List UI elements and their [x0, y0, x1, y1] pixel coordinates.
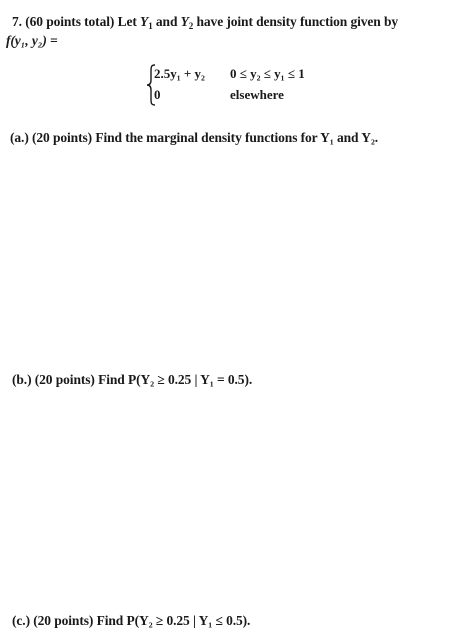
question-intro: Let	[117, 14, 137, 29]
question-conjunction: and	[155, 14, 178, 29]
part-b-text: Find P(Y₂ ≥ 0.25 | Y₁ = 0.5).	[98, 372, 253, 387]
variable-y1: $Y_1$	[140, 14, 153, 31]
variable-y2: $Y_2$	[180, 14, 194, 31]
part-a-points: (20 points)	[32, 130, 93, 145]
part-c-points: (20 points)	[33, 613, 94, 628]
case-2-condition: elsewhere	[230, 87, 284, 102]
density-function-lhs: f(y₁, y₂) =	[6, 33, 58, 48]
question-rest: have joint density function given by	[196, 14, 399, 29]
part-c	[12, 613, 250, 629]
case-2-expression: 0	[154, 87, 161, 102]
part-a	[10, 130, 378, 146]
piecewise-definition	[146, 64, 346, 104]
question-header	[12, 14, 398, 34]
question-points: (60 points total)	[25, 14, 115, 29]
part-c-label: (c.)	[12, 613, 30, 628]
case-1-expression: 2.5y₁ + y₂	[154, 66, 205, 81]
part-b-points: (20 points)	[34, 372, 95, 387]
part-a-label: (a.)	[10, 130, 29, 145]
question-number: 7.	[12, 14, 22, 29]
case-1-condition: 0 ≤ y₂ ≤ y₁ ≤ 1	[230, 66, 305, 81]
part-a-text: Find the marginal density functions for Y₁ and Y₂.	[95, 130, 379, 145]
part-b-label: (b.)	[12, 372, 32, 387]
part-c-text: Find P(Y₂ ≥ 0.25 | Y₁ ≤ 0.5).	[96, 613, 251, 628]
part-b	[12, 372, 252, 388]
